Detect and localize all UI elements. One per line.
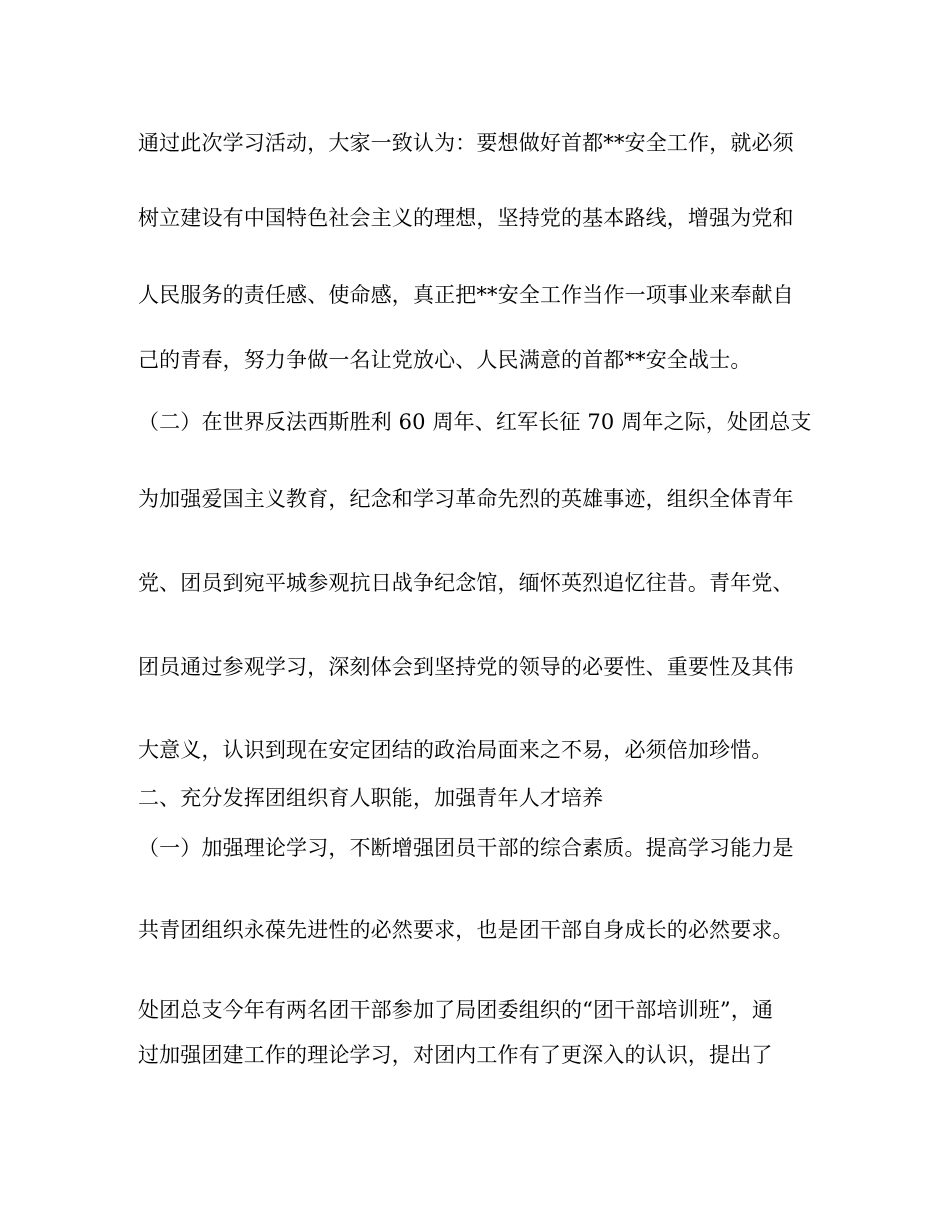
text-line: 大意义，认识到现在安定团结的政治局面来之不易，必须倍加珍惜。 xyxy=(138,738,773,762)
text-line: 人民服务的责任感、使命感，真正把**安全工作当作一项事业来奉献自 xyxy=(138,283,794,307)
text-line: （二）在世界反法西斯胜利 60 周年、红军长征 70 周年之际，处团总支 xyxy=(138,410,812,434)
text-line: 团员通过参观学习，深刻体会到坚持党的领导的必要性、重要性及其伟 xyxy=(138,655,794,679)
section-heading: 二、充分发挥团组织育人职能，加强青年人才培养 xyxy=(138,786,604,810)
text-line: （一）加强理论学习，不断增强团员干部的综合素质。提高学习能力是 xyxy=(138,836,794,860)
text-line: 为加强爱国主义教育，纪念和学习革命先烈的英雄事迹，组织全体青年 xyxy=(138,487,794,511)
text-line: 党、团员到宛平城参观抗日战争纪念馆，缅怀英烈追忆往昔。青年党、 xyxy=(138,571,794,595)
text-line: 过加强团建工作的理论学习，对团内工作有了更深入的认识，提出了 xyxy=(138,1043,773,1067)
text-line: 己的青春，努力争做一名让党放心、人民满意的首都**安全战士。 xyxy=(138,348,752,372)
text-line: 共青团组织永葆先进性的必然要求，也是团干部自身成长的必然要求。 xyxy=(138,918,794,942)
text-line: 树立建设有中国特色社会主义的理想，坚持党的基本路线，增强为党和 xyxy=(138,206,794,230)
text-line: 处团总支今年有两名团干部参加了局团委组织的“团干部培训班”，通 xyxy=(138,998,774,1022)
text-line: 通过此次学习活动，大家一致认为：要想做好首都**安全工作，就必须 xyxy=(138,131,794,155)
